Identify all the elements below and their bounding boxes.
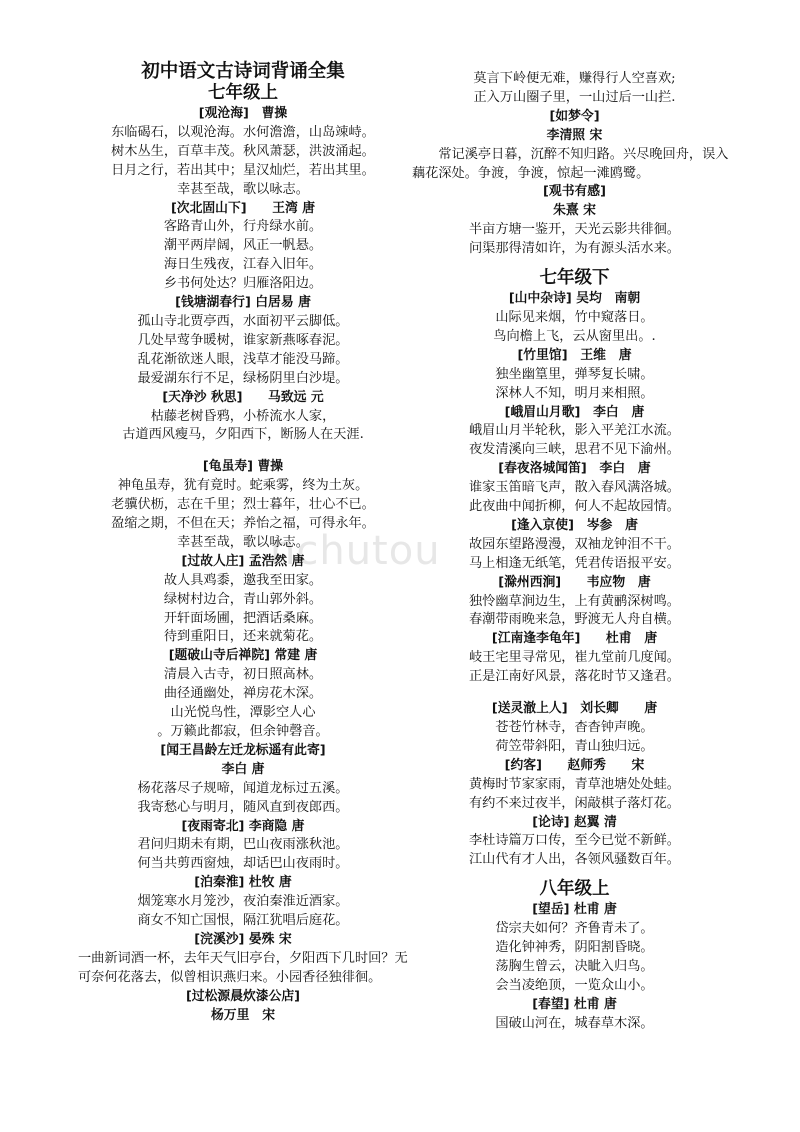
left-poem-list bbox=[78, 105, 408, 1026]
poem-heading: [山中杂诗] 吴均 南朝 bbox=[508, 291, 641, 307]
grade-heading: 八年级上 bbox=[539, 879, 610, 900]
poem-line: 马上相逢无纸笔，凭君传语报平安。 bbox=[469, 555, 680, 571]
poem-heading: [龟虽寿] 曹操 bbox=[202, 459, 284, 475]
poem-heading: [浣溪沙] 晏殊 宋 bbox=[194, 931, 292, 947]
poem-heading: [滁州西涧] 韦应物 唐 bbox=[498, 574, 651, 590]
poem-line: 日月之行，若出其中；星汉灿烂，若出其里。 bbox=[111, 162, 375, 178]
poem-line: 海日生残夜，江春入旧年。 bbox=[163, 257, 323, 273]
poem-line: 杨花落尽子规啼，闻道龙标过五溪。 bbox=[137, 780, 349, 796]
spacer bbox=[78, 445, 408, 458]
poem-block bbox=[78, 988, 408, 1007]
poem-heading: [观书有感] bbox=[543, 184, 606, 200]
poem-paragraph: 一曲新词酒一杯，去年天气旧亭台，夕阳西下几时回？无可奈何花落去，似曾相识燕归来。小园香径独徘徊。 bbox=[78, 950, 408, 985]
poem-block bbox=[78, 105, 408, 200]
poem-line: 潮平两岸阔，风正一帆悬。 bbox=[163, 238, 323, 254]
poem-line: 独怜幽草涧边生，上有黄鹂深树鸣。 bbox=[469, 593, 680, 609]
poem-line: 莫言下岭便无难，赚得行人空喜欢; bbox=[473, 71, 676, 86]
poem-block bbox=[412, 127, 737, 184]
poem-line: 神龟虽寿，犹有竟时。蛇乘雾，终为土灰。 bbox=[117, 478, 369, 494]
poem-line: 国破山河在，城春草木深。 bbox=[495, 1015, 654, 1031]
poem-line: 正入万山圈子里，一山过后一山拦. bbox=[473, 89, 676, 105]
poem-block bbox=[78, 389, 408, 446]
poem-line: 曲径通幽处，禅房花木深。 bbox=[163, 686, 323, 702]
poem-block bbox=[78, 761, 408, 818]
poem-block bbox=[412, 517, 737, 574]
poem-line: 有约不来过夜半，闲敲棋子落灯花。 bbox=[469, 795, 680, 811]
poem-block bbox=[412, 290, 737, 347]
poem-line: 清晨入古寺，初日照高林。 bbox=[163, 667, 323, 683]
poem-line: 荷笠带斜阳，青山独归远。 bbox=[495, 738, 654, 754]
poem-block bbox=[78, 294, 408, 389]
poem-line: 深林人不知，明月来相照。 bbox=[495, 385, 654, 401]
poem-line: 苍苍竹林寺，杳杳钟声晚。 bbox=[495, 720, 654, 735]
poem-line: 荡胸生曾云，决眦入归鸟。 bbox=[495, 958, 654, 974]
poem-line: 。万籁此都寂，但余钟磬音。 bbox=[157, 724, 329, 739]
poem-heading: 朱熹 宋 bbox=[553, 203, 596, 219]
poem-line: 客路青山外，行舟绿水前。 bbox=[163, 219, 323, 235]
poem-heading: [望岳] 杜甫 唐 bbox=[532, 902, 617, 918]
poem-line: 何当共剪西窗烛，却话巴山夜雨时。 bbox=[137, 856, 349, 872]
poem-heading: [竹里馆] 王维 唐 bbox=[517, 347, 632, 363]
poem-heading: [春夜洛城闻笛] 李白 唐 bbox=[498, 461, 651, 477]
poem-block bbox=[78, 647, 408, 742]
poem-line: 乱花渐欲迷人眼，浅草才能没马蹄。 bbox=[137, 351, 349, 367]
poem-line: 峨眉山月半轮秋，影入平羌江水流。 bbox=[469, 423, 680, 439]
poem-line: 半亩方塘一鉴开，天光云影共徘徊。 bbox=[469, 222, 680, 238]
poem-line: 几处早莺争暖树，谁家新燕啄春泥。 bbox=[137, 332, 349, 348]
poem-heading: [过故人庄] 孟浩然 唐 bbox=[181, 553, 305, 569]
poem-line: 黄梅时节家家雨，青草池塘处处蛙。 bbox=[469, 776, 680, 792]
poem-block bbox=[78, 931, 408, 988]
poem-block bbox=[412, 630, 737, 687]
grade-heading: 七年级上 bbox=[208, 83, 278, 103]
poem-block bbox=[412, 460, 737, 517]
poem-line: 问渠那得清如许，为有源头活水来。 bbox=[469, 241, 680, 257]
poem-line: 树木丛生，百草丰茂。秋风萧瑟，洪波涌起。 bbox=[111, 143, 375, 159]
poem-line: 山际见来烟，竹中窥落日。 bbox=[495, 309, 654, 325]
poem-line: 我寄愁心与明月，随风直到夜郎西。 bbox=[137, 799, 349, 815]
poem-block bbox=[412, 404, 737, 461]
poem-line: 此夜曲中闻折柳，何人不起故园情。 bbox=[469, 499, 680, 515]
poem-block bbox=[412, 347, 737, 404]
poem-line: 古道西风瘦马，夕阳西下，断肠人在天涯. bbox=[122, 427, 364, 443]
poem-line: 春潮带雨晚来急，野渡无人舟自横。 bbox=[469, 612, 680, 628]
poem-line: 老骥伏枥，志在千里；烈士暮年，壮心不已。 bbox=[111, 497, 375, 513]
poem-block bbox=[412, 202, 737, 259]
poem-block bbox=[412, 814, 737, 871]
poem-heading: [闻王昌龄左迁龙标遥有此寄] bbox=[160, 742, 326, 758]
document-title: 初中语文古诗词背诵全集 bbox=[141, 61, 345, 82]
poem-block bbox=[78, 818, 408, 875]
poem-line: 故园东望路漫漫，双袖龙钟泪不干。 bbox=[469, 536, 680, 552]
poem-block bbox=[412, 574, 737, 631]
right-column bbox=[412, 70, 737, 1034]
poem-heading: 李白 唐 bbox=[221, 761, 265, 777]
poem-block bbox=[412, 700, 737, 757]
poem-line: 谁家玉笛暗飞声，散入春风满洛城。 bbox=[469, 480, 680, 496]
poem-line: 商女不知亡国恨，隔江犹唱后庭花。 bbox=[137, 913, 349, 929]
poem-heading: [夜雨寄北] 李商隐 唐 bbox=[181, 818, 305, 834]
poem-line: 幸甚至哉，歌以咏志。 bbox=[177, 181, 309, 197]
poem-heading: [约客] 赵师秀 宋 bbox=[504, 757, 645, 773]
poem-line: 最爱湖东行不足，绿杨阴里白沙堤。 bbox=[137, 370, 349, 386]
poem-block bbox=[78, 200, 408, 295]
poem-heading: [如梦令] bbox=[549, 108, 600, 124]
poem-heading: [逢入京使] 岑参 唐 bbox=[511, 517, 638, 533]
poem-line: 乡书何处达？归雁洛阳边。 bbox=[163, 276, 323, 292]
watermark: nchutou bbox=[270, 528, 441, 574]
right-section-list bbox=[412, 108, 737, 1034]
poem-block bbox=[78, 742, 408, 761]
poem-heading: [次北固山下] 王湾 唐 bbox=[170, 200, 316, 216]
poem-line: 江山代有才人出，各领风骚数百年。 bbox=[469, 852, 680, 868]
poem-block bbox=[412, 108, 737, 127]
poem-heading: [观沧海] 曹操 bbox=[198, 106, 288, 121]
poem-block bbox=[412, 757, 737, 814]
poem-block bbox=[78, 458, 408, 553]
poem-block bbox=[78, 1007, 408, 1026]
poem-heading: 李清照 宋 bbox=[546, 127, 603, 143]
poem-line: 故人具鸡黍，邀我至田家。 bbox=[163, 572, 323, 588]
grade-heading: 七年级下 bbox=[539, 268, 610, 289]
poem-line: 盈缩之期，不但在天；养怡之福，可得永年。 bbox=[111, 516, 375, 532]
poem-heading: [论诗] 赵翼 清 bbox=[532, 814, 617, 830]
poem-heading: [过松源晨炊漆公店] bbox=[185, 988, 301, 1004]
spacer bbox=[412, 259, 737, 267]
poem-heading: [题破山寺后禅院] 常建 唐 bbox=[168, 648, 318, 664]
poem-line: 开轩面场圃，把酒话桑麻。 bbox=[163, 610, 323, 626]
poem-line: 岱宗夫如何？齐鲁青未了。 bbox=[495, 921, 654, 937]
poem-line: 独坐幽篁里，弹琴复长啸。 bbox=[495, 366, 654, 382]
poem-block bbox=[78, 553, 408, 648]
poem-line: 君问归期未有期，巴山夜雨涨秋池。 bbox=[137, 837, 349, 853]
poem-line: 东临碣石，以观沧海。水何澹澹，山岛竦峙。 bbox=[111, 124, 375, 140]
poem-line: 鸟向檐上飞，云从窗里出。. bbox=[493, 328, 656, 344]
left-column bbox=[78, 62, 408, 1026]
poem-block bbox=[412, 996, 737, 1034]
poem-heading: [钱塘湖春行] 白居易 唐 bbox=[175, 295, 311, 311]
poem-line: 会当凌绝顶，一览众山小。 bbox=[495, 977, 654, 993]
poem-block bbox=[412, 183, 737, 202]
continued-poem-lines bbox=[412, 70, 737, 108]
poem-heading: [送灵澈上人] 刘长卿 唐 bbox=[491, 701, 658, 717]
poem-heading: [峨眉山月歌] 李白 唐 bbox=[504, 404, 645, 420]
poem-line: 造化钟神秀，阴阳割昏晓。 bbox=[495, 940, 654, 956]
poem-line: 枯藤老树昏鸦，小桥流水人家， bbox=[150, 408, 336, 424]
poem-paragraph: 常记溪亭日暮，沉醉不知归路。兴尽晚回舟，误入藕花深处。争渡，争渡，惊起一滩鸥鹭。 bbox=[412, 146, 729, 181]
poem-heading: 杨万里 宋 bbox=[211, 1007, 275, 1023]
spacer bbox=[412, 870, 737, 878]
poem-line: 绿树村边合，青山郭外斜。 bbox=[163, 591, 323, 607]
poem-line: 幸甚至哉，歌以咏志。 bbox=[177, 534, 309, 550]
poem-block bbox=[412, 901, 737, 996]
poem-heading: [春望] 杜甫 唐 bbox=[532, 996, 617, 1012]
poem-line: 孤山寺北贾亭西，水面初平云脚低。 bbox=[137, 313, 349, 329]
poem-line: 李杜诗篇万口传，至今已觉不新鲜。 bbox=[469, 833, 680, 849]
poem-heading: [天净沙 秋思] 马致远 元 bbox=[162, 389, 324, 405]
poem-line: 岐王宅里寻常见，崔九堂前几度闻。 bbox=[469, 650, 680, 666]
poem-heading: [江南逢李龟年] 杜甫 唐 bbox=[491, 631, 658, 647]
poem-line: 待到重阳日，还来就菊花。 bbox=[163, 629, 323, 645]
poem-line: 烟笼寒水月笼沙，夜泊秦淮近酒家。 bbox=[137, 894, 349, 910]
poem-line: 正是江南好风景，落花时节又逢君。 bbox=[469, 669, 680, 685]
poem-line: 夜发清溪向三峡，思君不见下渝州。 bbox=[469, 442, 680, 458]
poem-block bbox=[78, 874, 408, 931]
poem-line: 山光悦鸟性，潭影空人心 bbox=[170, 705, 316, 721]
spacer bbox=[412, 687, 737, 700]
poem-heading: [泊秦淮] 杜牧 唐 bbox=[194, 875, 292, 891]
